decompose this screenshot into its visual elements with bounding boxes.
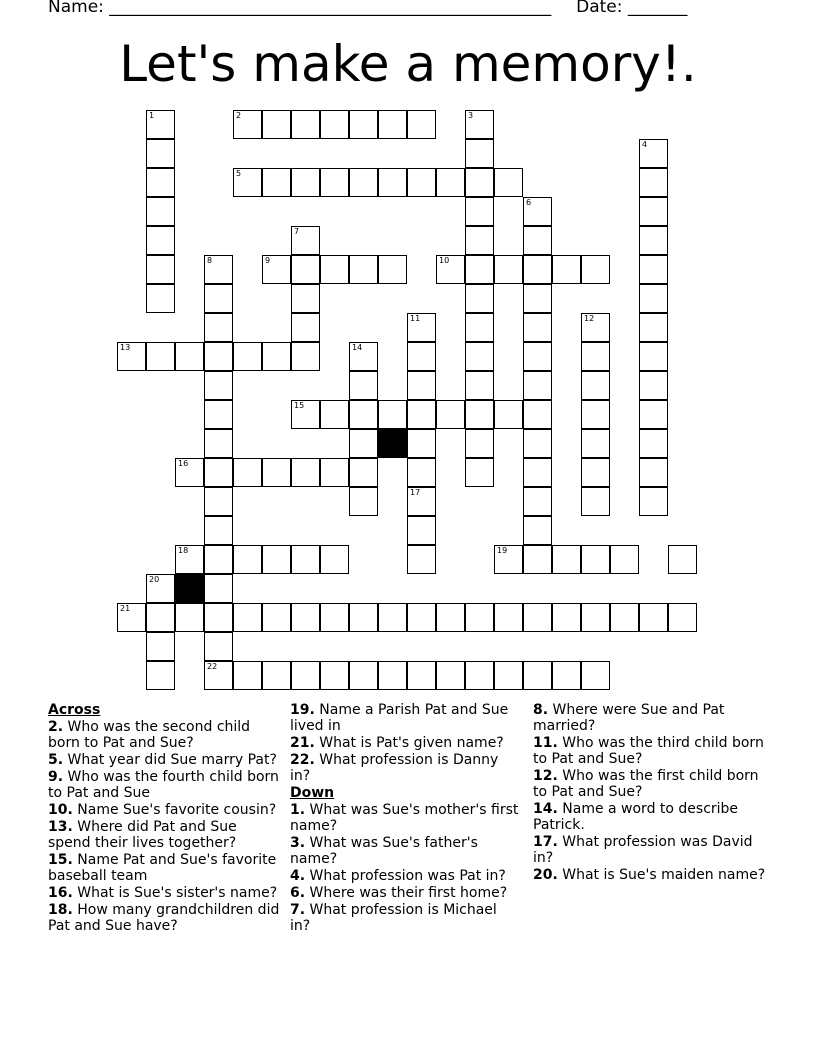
clue-item: [290, 885, 520, 901]
crossword-cell[interactable]: [146, 632, 175, 661]
clue-item-number: 16.: [48, 885, 73, 901]
clue-item-number: 17.: [533, 834, 558, 850]
crossword-cell[interactable]: [291, 400, 320, 429]
crossword-cell[interactable]: [378, 168, 407, 197]
crossword-cell[interactable]: [465, 197, 494, 226]
clue-item-text: What is Sue's maiden name?: [557, 867, 766, 883]
crossword-cell[interactable]: [639, 400, 668, 429]
clue-number: 6: [526, 198, 532, 207]
clue-item-text: What profession is Michael in?: [290, 902, 497, 934]
crossword-cell[interactable]: [349, 110, 378, 139]
name-field[interactable]: ____________________________________________________: [109, 0, 552, 17]
crossword-cell[interactable]: [581, 255, 610, 284]
clue-item-text: Where were Sue and Pat married?: [533, 702, 725, 734]
crossword-cell[interactable]: [494, 661, 523, 690]
crossword-cell[interactable]: [407, 313, 436, 342]
clue-number: 13: [120, 343, 131, 352]
crossword-cell[interactable]: [407, 429, 436, 458]
clue-item-number: 7.: [290, 902, 306, 918]
crossword-cell[interactable]: [494, 168, 523, 197]
crossword-cell[interactable]: [639, 429, 668, 458]
clue-item-text: What year did Sue marry Pat?: [63, 752, 277, 768]
clue-number: 8: [207, 256, 213, 265]
crossword-cell[interactable]: [349, 255, 378, 284]
crossword-cell[interactable]: [291, 110, 320, 139]
crossword-cell[interactable]: [581, 458, 610, 487]
clue-item: [48, 719, 283, 751]
clue-item-number: 15.: [48, 852, 73, 868]
clue-item-number: 14.: [533, 801, 558, 817]
crossword-cell[interactable]: [204, 603, 233, 632]
clue-item-text: What profession was Pat in?: [305, 868, 506, 884]
crossword-cell[interactable]: [291, 226, 320, 255]
crossword-cell[interactable]: [581, 603, 610, 632]
crossword-cell[interactable]: [436, 400, 465, 429]
crossword-cell[interactable]: [523, 400, 552, 429]
clue-item-text: Where did Pat and Sue spend their lives together?: [48, 819, 237, 851]
clue-item: [533, 834, 773, 866]
crossword-cell[interactable]: [407, 110, 436, 139]
clue-number: 5: [236, 169, 242, 178]
clue-item-number: 4.: [290, 868, 306, 884]
crossword-cell[interactable]: [291, 168, 320, 197]
crossword-cell[interactable]: [523, 255, 552, 284]
crossword-cell[interactable]: [523, 197, 552, 226]
crossword-cell[interactable]: [291, 545, 320, 574]
crossword-cell[interactable]: [581, 545, 610, 574]
crossword-cell[interactable]: [378, 400, 407, 429]
crossword-cell[interactable]: [175, 342, 204, 371]
crossword-cell[interactable]: [581, 429, 610, 458]
clue-item-text: Who was the fourth child born to Pat and Sue: [48, 769, 279, 801]
clue-item-number: 9.: [48, 769, 64, 785]
clue-item: [290, 802, 520, 834]
crossword-cell[interactable]: [465, 313, 494, 342]
crossword-cell[interactable]: [581, 313, 610, 342]
crossword-cell[interactable]: [552, 661, 581, 690]
crossword-cell[interactable]: [465, 110, 494, 139]
clue-item-number: 19.: [290, 702, 315, 718]
clue-number: 21: [120, 604, 131, 613]
crossword-cell[interactable]: [146, 342, 175, 371]
clue-item-number: 21.: [290, 735, 315, 751]
crossword-cell[interactable]: [639, 139, 668, 168]
crossword-cell[interactable]: [639, 458, 668, 487]
crossword-cell[interactable]: [523, 516, 552, 545]
clue-number: 2: [236, 111, 242, 120]
crossword-cell[interactable]: [349, 458, 378, 487]
clue-item: [290, 868, 520, 884]
crossword-cell[interactable]: [639, 313, 668, 342]
crossword-cell[interactable]: [552, 255, 581, 284]
crossword-cell[interactable]: [320, 603, 349, 632]
crossword-cell[interactable]: [378, 255, 407, 284]
crossword-cell[interactable]: [262, 110, 291, 139]
clue-item-text: What was Sue's mother's first name?: [290, 802, 519, 834]
crossword-cell[interactable]: [523, 429, 552, 458]
crossword-cell[interactable]: [639, 168, 668, 197]
date-field[interactable]: _______: [627, 0, 688, 17]
crossword-cell[interactable]: [146, 661, 175, 690]
crossword-cell[interactable]: [291, 255, 320, 284]
crossword-cell[interactable]: [349, 342, 378, 371]
clue-item-text: Name a word to describe Patrick.: [533, 801, 739, 833]
crossword-cell[interactable]: [262, 255, 291, 284]
crossword-cell[interactable]: [407, 342, 436, 371]
clue-item-number: 22.: [290, 752, 315, 768]
crossword-cell[interactable]: [465, 603, 494, 632]
clue-item-text: What is Sue's sister's name?: [72, 885, 278, 901]
crossword-cell[interactable]: [378, 110, 407, 139]
crossword-cell[interactable]: [668, 545, 697, 574]
clue-item: [533, 801, 773, 833]
crossword-cell[interactable]: [494, 545, 523, 574]
clues-column-3: [533, 702, 773, 884]
crossword-cell[interactable]: [494, 603, 523, 632]
crossword-cell[interactable]: [233, 603, 262, 632]
clue-number: 15: [294, 401, 305, 410]
crossword-cell[interactable]: [378, 603, 407, 632]
clue-item-text: Name Pat and Sue's favorite baseball team: [48, 852, 277, 884]
clue-item: [290, 702, 520, 734]
crossword-cell[interactable]: [523, 342, 552, 371]
crossword-cell[interactable]: [407, 371, 436, 400]
crossword-cell[interactable]: [146, 603, 175, 632]
clue-item-number: 12.: [533, 768, 558, 784]
clue-item-text: Who was the second child born to Pat and Sue?: [48, 719, 251, 751]
clue-number: 9: [265, 256, 271, 265]
crossword-cell[interactable]: [407, 661, 436, 690]
crossword-cell[interactable]: [262, 342, 291, 371]
crossword-cell[interactable]: [233, 458, 262, 487]
crossword-cell[interactable]: [262, 458, 291, 487]
crossword-cell[interactable]: [320, 458, 349, 487]
crossword-cell[interactable]: [262, 545, 291, 574]
date-label: Date:: [576, 0, 623, 17]
crossword-cell[interactable]: [146, 168, 175, 197]
crossword-cell[interactable]: [320, 400, 349, 429]
clue-item-text: Who was the first child born to Pat and Sue?: [533, 768, 759, 800]
crossword-cell[interactable]: [349, 400, 378, 429]
crossword-cell[interactable]: [610, 603, 639, 632]
crossword-cell[interactable]: [581, 342, 610, 371]
clue-item-number: 10.: [48, 802, 73, 818]
clue-item-text: What was Sue's father's name?: [290, 835, 478, 867]
crossword-cell[interactable]: [581, 400, 610, 429]
crossword-cell[interactable]: [407, 168, 436, 197]
clue-item-number: 18.: [48, 902, 73, 918]
clue-section-heading: Down: [290, 785, 335, 801]
clue-item-text: What is Pat's given name?: [314, 735, 504, 751]
crossword-cell[interactable]: [233, 110, 262, 139]
crossword-cell[interactable]: [146, 110, 175, 139]
clue-item: [290, 835, 520, 867]
clue-number: 18: [178, 546, 189, 555]
crossword-cell[interactable]: [523, 371, 552, 400]
clue-item-text: Who was the third child born to Pat and Sue?: [533, 735, 764, 767]
crossword-cell[interactable]: [494, 255, 523, 284]
crossword-cell[interactable]: [233, 168, 262, 197]
crossword-cell[interactable]: [494, 400, 523, 429]
crossword-cell[interactable]: [436, 255, 465, 284]
crossword-cell[interactable]: [465, 168, 494, 197]
crossword-cell[interactable]: [233, 661, 262, 690]
crossword-cell[interactable]: [349, 487, 378, 516]
crossword-cell[interactable]: [465, 400, 494, 429]
crossword-cell[interactable]: [204, 429, 233, 458]
crossword-cell[interactable]: [204, 632, 233, 661]
clue-item-number: 8.: [533, 702, 549, 718]
crossword-cell[interactable]: [204, 342, 233, 371]
crossword-cell[interactable]: [291, 458, 320, 487]
crossword-cell[interactable]: [465, 458, 494, 487]
clue-item: [533, 735, 773, 767]
clue-item: [290, 735, 520, 751]
crossword-cell[interactable]: [146, 255, 175, 284]
clue-item: [48, 885, 283, 901]
crossword-cell[interactable]: [320, 168, 349, 197]
crossword-cell[interactable]: [552, 545, 581, 574]
clue-number: 7: [294, 227, 300, 236]
crossword-cell[interactable]: [378, 661, 407, 690]
clue-item: [48, 769, 283, 801]
crossword-cell[interactable]: [204, 313, 233, 342]
clue-number: 17: [410, 488, 421, 497]
crossword-cell[interactable]: [320, 661, 349, 690]
crossword-cell[interactable]: [465, 255, 494, 284]
crossword-cell[interactable]: [639, 603, 668, 632]
crossword-cell[interactable]: [291, 313, 320, 342]
clue-item: [48, 852, 283, 884]
crossword-cell[interactable]: [639, 342, 668, 371]
clue-item-text: Where was their first home?: [305, 885, 508, 901]
name-label: Name:: [48, 0, 104, 17]
crossword-cell[interactable]: [117, 342, 146, 371]
crossword-cell[interactable]: [552, 603, 581, 632]
crossword-cell[interactable]: [204, 661, 233, 690]
clue-section-heading: Across: [48, 702, 101, 718]
crossword-cell[interactable]: [204, 545, 233, 574]
crossword-cell[interactable]: [407, 516, 436, 545]
clue-number: 1: [149, 111, 155, 120]
crossword-cell[interactable]: [349, 429, 378, 458]
clue-item-number: 13.: [48, 819, 73, 835]
clue-item-number: 2.: [48, 719, 64, 735]
crossword-cell[interactable]: [204, 516, 233, 545]
crossword-cell[interactable]: [610, 545, 639, 574]
crossword-cell[interactable]: [523, 284, 552, 313]
clue-item-number: 3.: [290, 835, 306, 851]
crossword-cell[interactable]: [204, 400, 233, 429]
clue-item-number: 20.: [533, 867, 558, 883]
crossword-cell[interactable]: [204, 574, 233, 603]
crossword-cell[interactable]: [523, 603, 552, 632]
clue-item-text: What profession is Danny in?: [290, 752, 499, 784]
crossword-cell[interactable]: [436, 168, 465, 197]
crossword-cell[interactable]: [291, 284, 320, 313]
crossword-cell[interactable]: [668, 603, 697, 632]
crossword-cell[interactable]: [639, 226, 668, 255]
clue-number: 16: [178, 459, 189, 468]
crossword-cell[interactable]: [117, 603, 146, 632]
crossword-cell[interactable]: [581, 661, 610, 690]
crossword-cell[interactable]: [639, 197, 668, 226]
crossword-cell[interactable]: [523, 313, 552, 342]
clue-item-number: 5.: [48, 752, 64, 768]
crossword-cell[interactable]: [523, 661, 552, 690]
clue-number: 12: [584, 314, 595, 323]
crossword-cell[interactable]: [349, 371, 378, 400]
clue-number: 14: [352, 343, 363, 352]
crossword-cell[interactable]: [407, 400, 436, 429]
clues-column-2: [290, 702, 520, 935]
crossword-cell[interactable]: [523, 458, 552, 487]
crossword-cell[interactable]: [465, 284, 494, 313]
crossword-cell[interactable]: [320, 255, 349, 284]
crossword-cell[interactable]: [175, 603, 204, 632]
crossword-cell[interactable]: [639, 371, 668, 400]
crossword-cell[interactable]: [146, 139, 175, 168]
clue-item-text: Name a Parish Pat and Sue lived in: [290, 702, 509, 734]
clue-number: 20: [149, 575, 160, 584]
crossword-cell[interactable]: [291, 603, 320, 632]
clue-item-text: Name Sue's favorite cousin?: [72, 802, 277, 818]
crossword-cell[interactable]: [639, 255, 668, 284]
crossword-cell[interactable]: [233, 342, 262, 371]
crossword-block: [175, 574, 204, 603]
crossword-cell[interactable]: [320, 545, 349, 574]
clue-item: [48, 752, 283, 768]
crossword-cell[interactable]: [407, 603, 436, 632]
crossword-cell[interactable]: [581, 487, 610, 516]
crossword-cell[interactable]: [233, 545, 262, 574]
clue-item-text: What profession was David in?: [533, 834, 753, 866]
crossword-cell[interactable]: [146, 574, 175, 603]
clue-item-number: 11.: [533, 735, 558, 751]
clue-item: [533, 867, 773, 883]
crossword-cell[interactable]: [465, 661, 494, 690]
crossword-cell[interactable]: [349, 168, 378, 197]
clue-item-number: 6.: [290, 885, 306, 901]
clue-item: [48, 819, 283, 851]
clue-item: [48, 902, 283, 934]
clue-number: 11: [410, 314, 421, 323]
clue-item-number: 1.: [290, 802, 306, 818]
crossword-cell[interactable]: [291, 661, 320, 690]
clue-item: [290, 902, 520, 934]
crossword-cell[interactable]: [262, 661, 291, 690]
crossword-cell[interactable]: [204, 284, 233, 313]
crossword-cell[interactable]: [523, 545, 552, 574]
crossword-cell[interactable]: [204, 371, 233, 400]
crossword-cell[interactable]: [581, 371, 610, 400]
crossword-cell[interactable]: [262, 168, 291, 197]
crossword-cell[interactable]: [639, 284, 668, 313]
crossword-cell[interactable]: [204, 458, 233, 487]
crossword-cell[interactable]: [639, 487, 668, 516]
crossword-cell[interactable]: [146, 284, 175, 313]
clue-number: 10: [439, 256, 450, 265]
clue-item: [48, 802, 283, 818]
crossword-cell[interactable]: [465, 342, 494, 371]
crossword-cell[interactable]: [465, 139, 494, 168]
clue-number: 22: [207, 662, 218, 671]
clues-column-1: [48, 702, 283, 935]
crossword-cell[interactable]: [407, 545, 436, 574]
crossword-cell[interactable]: [320, 110, 349, 139]
clue-item-text: How many grandchildren did Pat and Sue have?: [48, 902, 280, 934]
page-title: Let's make a memory!.: [119, 35, 697, 93]
crossword-cell[interactable]: [407, 487, 436, 516]
crossword-cell[interactable]: [465, 371, 494, 400]
clue-item: [533, 768, 773, 800]
crossword-cell[interactable]: [349, 661, 378, 690]
crossword-cell[interactable]: [436, 603, 465, 632]
crossword-cell[interactable]: [465, 226, 494, 255]
crossword-cell[interactable]: [465, 429, 494, 458]
crossword-cell[interactable]: [291, 342, 320, 371]
crossword-cell[interactable]: [349, 603, 378, 632]
crossword-cell[interactable]: [175, 545, 204, 574]
crossword-cell[interactable]: [523, 487, 552, 516]
crossword-cell[interactable]: [204, 487, 233, 516]
crossword-cell[interactable]: [523, 226, 552, 255]
clue-number: 4: [642, 140, 648, 149]
crossword-cell[interactable]: [407, 458, 436, 487]
crossword-cell[interactable]: [175, 458, 204, 487]
crossword-cell[interactable]: [262, 603, 291, 632]
clue-number: 19: [497, 546, 508, 555]
crossword-cell[interactable]: [204, 255, 233, 284]
crossword-cell[interactable]: [146, 226, 175, 255]
clue-item: [533, 702, 773, 734]
crossword-cell[interactable]: [436, 661, 465, 690]
clue-number: 3: [468, 111, 474, 120]
crossword-cell[interactable]: [146, 197, 175, 226]
crossword-block: [378, 429, 407, 458]
clue-item: [290, 752, 520, 784]
